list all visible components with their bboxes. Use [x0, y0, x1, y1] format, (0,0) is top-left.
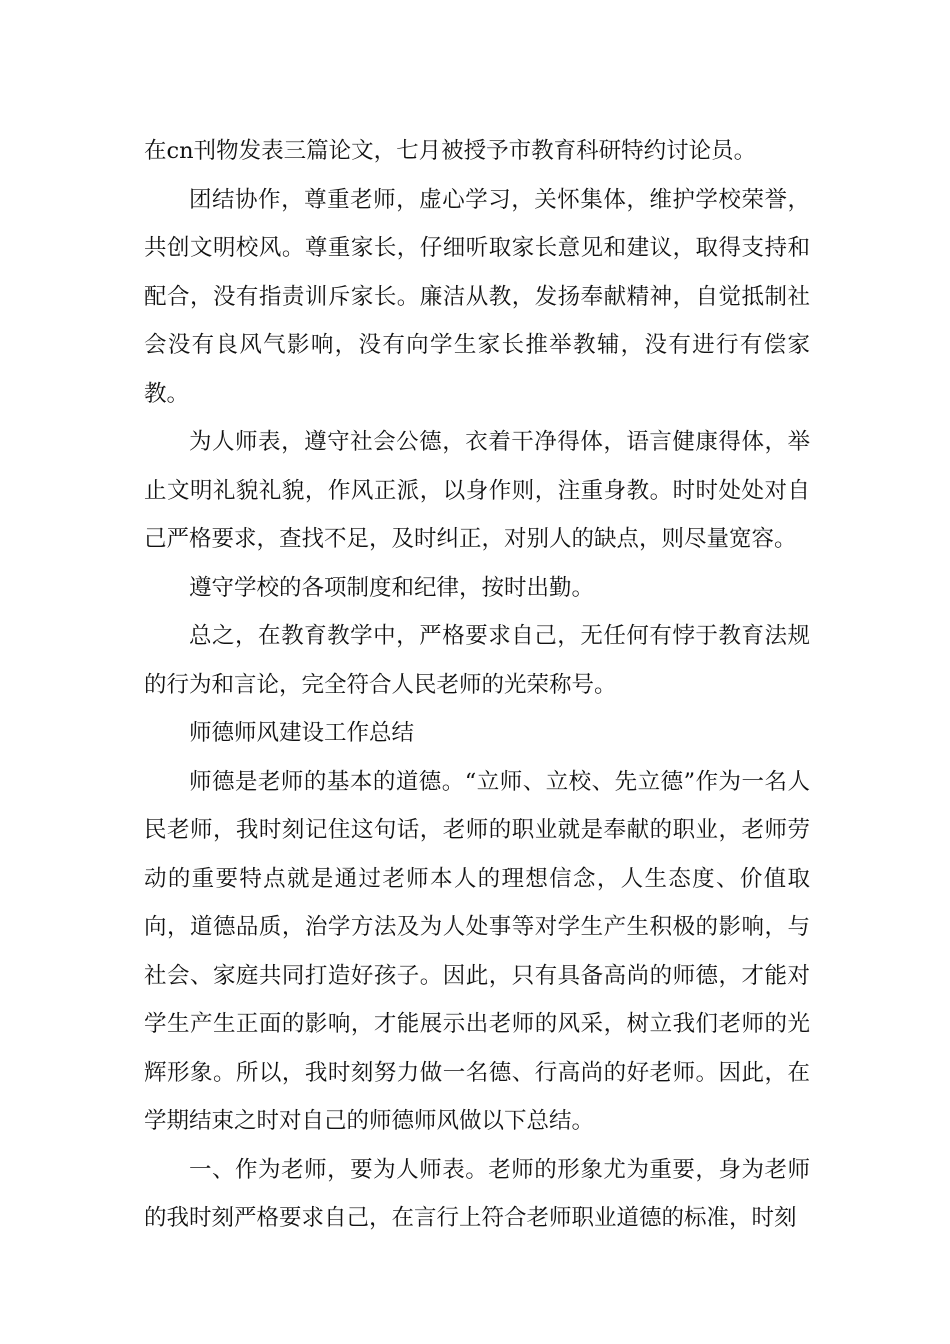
paragraph-teamwork: 团结协作，尊重老师，虚心学习，关怀集体，维护学校荣誉，共创文明校风。尊重家长，仔细听取家长意见和建议，取得支持和配合，没有指责训斥家长。廉洁从教，发扬奉献精神，自觉抵制社会没有良风气影响，没有向学生家长推举教辅，没有进行有偿家教。 [144, 186, 810, 407]
document-body [144, 127, 810, 1243]
paragraph-continuation: 在cn刊物发表三篇论文，七月被授予市教育科研特约讨论员。 [144, 138, 757, 164]
paragraph-ethics-intro: 师德是老师的基本的道德。“立师、立校、先立德”作为一名人民老师，我时刻记住这句话，老师的职业就是奉献的职业，老师劳动的重要特点就是通过老师本人的理想信念，人生态度、价值取向，道德品质，治学方法及为人处事等对学生产生积极的影响，与社会、家庭共同打造好孩子。因此，只有具备高尚的师德，才能对学生产生正面的影响，才能展示出老师的风采，树立我们老师的光辉形象。所以，我时刻努力做一名德、行高尚的好老师。因此，在学期结束之时对自己的师德师风做以下总结。 [144, 768, 810, 1134]
paragraph-summary: 总之，在教育教学中，严格要求自己，无任何有悖于教育法规的行为和言论，完全符合人民老师的光荣称号。 [144, 623, 810, 698]
section-heading: 师德师风建设工作总结 [189, 720, 415, 746]
paragraph-school-rules: 遵守学校的各项制度和纪律，按时出勤。 [189, 574, 595, 601]
paragraph-role-model: 为人师表，遵守社会公德，衣着干净得体，语言健康得体，举止文明礼貌礼貌，作风正派，以身作则，注重身教。时时处处对自己严格要求，查找不足，及时纠正，对别人的缺点，则尽量宽容。 [144, 429, 810, 552]
paragraph-point-one: 一、作为老师，要为人师表。老师的形象尤为重要，身为老师的我时刻严格要求自己，在言行上符合老师职业道德的标准，时刻 [144, 1156, 810, 1231]
